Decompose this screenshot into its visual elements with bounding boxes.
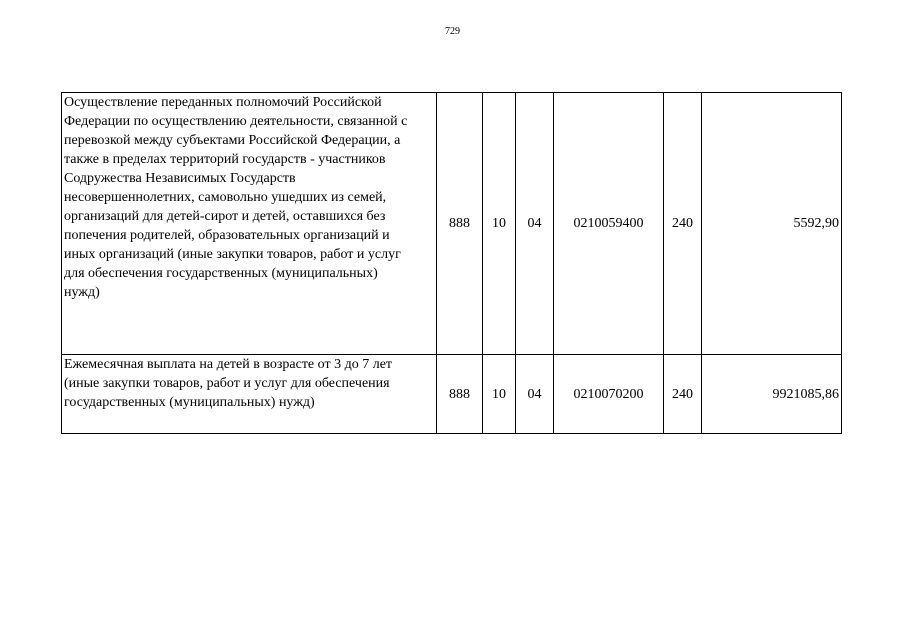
- section-code-cell: 10: [483, 93, 516, 355]
- page-number: 729: [445, 26, 460, 37]
- target-article-cell: 0210059400: [554, 93, 664, 355]
- section-code-cell: 10: [483, 355, 516, 434]
- budget-table: [61, 92, 842, 434]
- amount-cell: 5592,90: [702, 93, 842, 355]
- grbs-code-cell: 888: [437, 93, 483, 355]
- subsection-code-cell: 04: [516, 93, 554, 355]
- expense-name-cell: Ежемесячная выплата на детей в возрасте от 3 до 7 лет (иные закупки товаров, работ и услуг для обеспечения государственных (муниципальных) нужд): [62, 355, 437, 434]
- table-row: [62, 355, 842, 434]
- target-article-cell: 0210070200: [554, 355, 664, 434]
- amount-cell: 9921085,86: [702, 355, 842, 434]
- subsection-code-cell: 04: [516, 355, 554, 434]
- expense-type-cell: 240: [664, 93, 702, 355]
- expense-name-cell: Осуществление переданных полномочий Российской Федерации по осуществлению деятельности, связанной с перевозкой между субъектами Российской Федерации, а также в пределах территорий государств - участников Содружества Независимых Государств несовершеннолетних, самовольно ушедших из семей, организаций для детей-сирот и детей, оставшихся без попечения родителей, образовательных организаций и иных организаций (иные закупки товаров, работ и услуг для обеспечения государственных (муниципальных) нужд): [62, 93, 437, 355]
- table-row: [62, 93, 842, 355]
- grbs-code-cell: 888: [437, 355, 483, 434]
- expense-type-cell: 240: [664, 355, 702, 434]
